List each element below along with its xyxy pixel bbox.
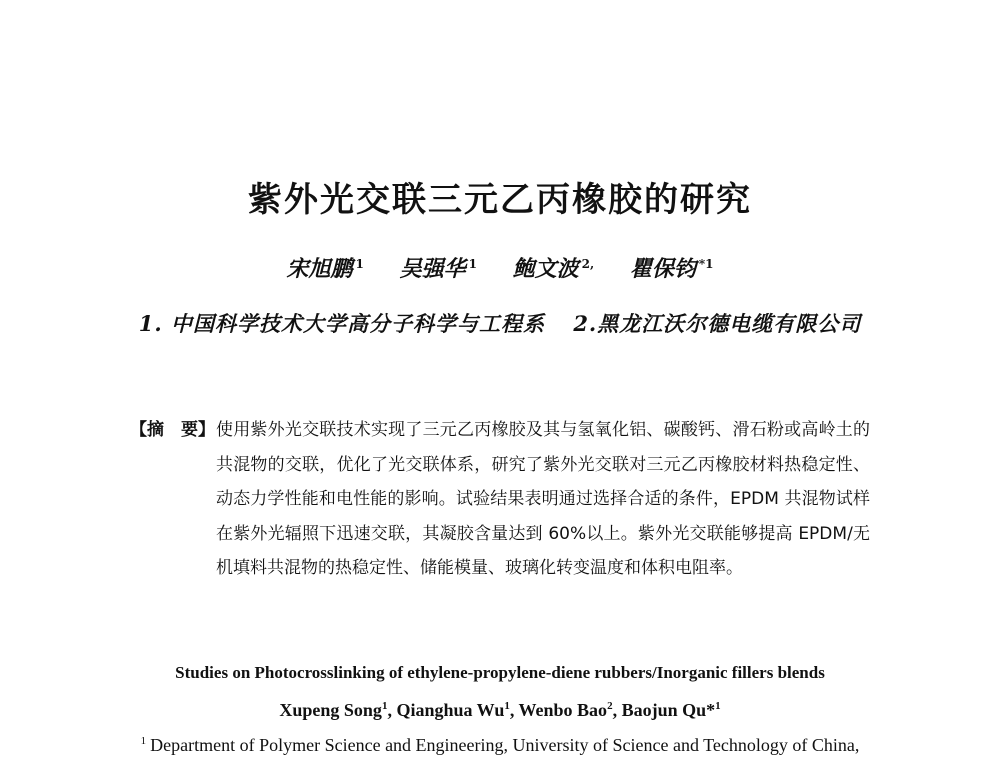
english-title: Studies on Photocrosslinking of ethylene-propylene-diene rubbers/Inorganic fillers blends	[175, 663, 825, 682]
english-author-name: Xupeng Song	[279, 700, 382, 720]
chinese-author	[513, 256, 595, 282]
english-affiliation-mark: 1	[140, 735, 147, 747]
chinese-author-name: 鲍文波	[512, 256, 579, 282]
chinese-authors	[0, 252, 1000, 283]
english-author-affiliation-mark: 1	[381, 700, 388, 712]
chinese-author-name: 吴强华	[399, 256, 466, 282]
english-author-name: Baojun Qu*	[621, 700, 716, 720]
chinese-abstract	[130, 413, 870, 586]
author-separator: ,	[387, 700, 397, 720]
abstract-text: 使用紫外光交联技术实现了三元乙丙橡胶及其与氢氧化铝、碳酸钙、滑石粉或高岭土的共混物的交联，优化了光交联体系，研究了紫外光交联对三元乙丙橡胶材料热稳定性、动态力学性能和电性能的影响。试验结果表明通过选择合适的条件，EPDM 共混物试样在紫外光辐照下迅速交联，其凝胶含量达到 60%以上。紫外光交联能够提高 EPDM/无机填料共混物的热稳定性、储能模量、玻璃化转变温度和体积电阻率。	[216, 420, 870, 579]
chinese-affiliation: 2.黑龙江沃尔德电缆有限公司	[573, 311, 862, 336]
english-author-name: Wenbo Bao	[518, 700, 608, 720]
abstract-label: 【摘 要】	[130, 420, 215, 440]
english-affiliation	[0, 735, 1000, 756]
chinese-author-affiliation-mark: 1	[355, 257, 364, 271]
chinese-author	[400, 256, 477, 282]
chinese-author-name: 宋旭鹏	[286, 256, 353, 282]
chinese-author-affiliation-mark: 2,	[581, 257, 595, 271]
chinese-title: 紫外光交联三元乙丙橡胶的研究	[248, 180, 752, 220]
chinese-author-affiliation-mark: *1	[698, 257, 714, 271]
chinese-author	[287, 256, 364, 282]
english-author-affiliation-mark: 2	[607, 700, 613, 712]
author-separator: ,	[612, 700, 622, 720]
chinese-affiliations	[0, 308, 1000, 338]
chinese-author-affiliation-mark: 1	[468, 257, 477, 271]
chinese-author	[630, 256, 714, 282]
author-separator: ,	[509, 700, 519, 720]
english-authors	[0, 700, 1000, 721]
chinese-affiliation: 1. 中国科学技术大学高分子科学与工程系	[138, 311, 545, 336]
chinese-author-name: 瞿保钧	[629, 256, 696, 282]
english-author-affiliation-mark: 1	[504, 700, 510, 712]
english-affiliation-text: Department of Polymer Science and Engineering, University of Science and Technology of China,	[150, 735, 860, 755]
english-author-affiliation-mark: 1	[715, 700, 721, 712]
english-author-name: Qianghua Wu	[396, 700, 505, 720]
